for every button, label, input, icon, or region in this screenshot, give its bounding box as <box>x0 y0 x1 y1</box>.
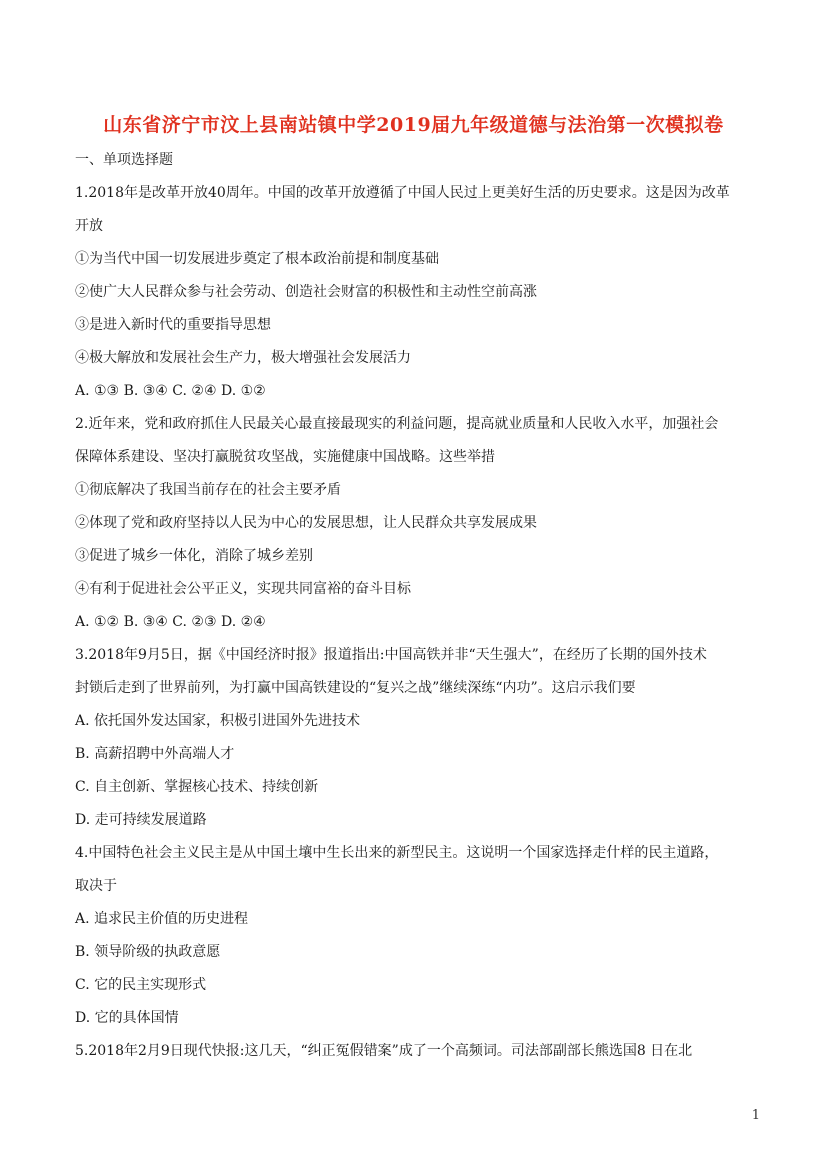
answer-options: A. ①③ B. ③④ C. ②④ D. ①② <box>75 383 266 399</box>
text-line: ③是进入新时代的重要指导思想 <box>75 317 271 333</box>
text-line: ①彻底解决了我国当前存在的社会主要矛盾 <box>75 482 341 498</box>
text-line: 开放 <box>75 218 103 234</box>
answer-option: A. 依托国外发达国家，积极引进国外先进技术 <box>75 713 361 729</box>
answer-option: B. 高薪招聘中外高端人才 <box>75 746 235 762</box>
page-number: 1 <box>751 1108 760 1123</box>
text-line: 5.2018年2月9日现代快报:这几天，“纠正冤假错案”成了一个高频词。司法部副部长熊选国8 日在北 <box>75 1043 693 1059</box>
answer-option: C. 它的民主实现形式 <box>75 977 207 993</box>
text-line: 保障体系建设、坚决打赢脱贫攻坚战，实施健康中国战略。这些举措 <box>75 449 495 465</box>
text-line: ①为当代中国一切发展进步奠定了根本政治前提和制度基础 <box>75 251 439 267</box>
answer-option: C. 自主创新、掌握核心技术、持续创新 <box>75 779 319 795</box>
text-line: ④有利于促进社会公平正义，实现共同富裕的奋斗目标 <box>75 581 411 597</box>
text-line: 2.近年来，党和政府抓住人民最关心最直接最现实的利益问题，提高就业质量和人民收入水平，加强社会 <box>75 416 719 432</box>
text-line: ④极大解放和发展社会生产力，极大增强社会发展活力 <box>75 350 411 366</box>
answer-option: D. 走可持续发展道路 <box>75 812 207 828</box>
answer-options: A. ①② B. ③④ C. ②③ D. ②④ <box>75 614 266 630</box>
answer-option: A. 追求民主价值的历史进程 <box>75 911 249 927</box>
text-line: ②使广大人民群众参与社会劳动、创造社会财富的积极性和主动性空前高涨 <box>75 284 537 300</box>
text-line: 4.中国特色社会主义民主是从中国土壤中生长出来的新型民主。这说明一个国家选择走什样的民主道路， <box>75 845 719 861</box>
text-line: 取决于 <box>75 878 117 894</box>
text-line: 3.2018年9月5日，据《中国经济时报》报道指出:中国高铁并非“天生强大”，在经历了长期的国外技术 <box>75 647 707 663</box>
text-line: 1.2018年是改革开放40周年。中国的改革开放遵循了中国人民过上更美好生活的历史要求。这是因为改革 <box>75 185 730 201</box>
text-line: 封锁后走到了世界前列，为打赢中国高铁建设的“复兴之战”继续深练“内功”。这启示我们要 <box>75 680 636 696</box>
text-line: ③促进了城乡一体化，消除了城乡差别 <box>75 548 313 564</box>
document-title: 山东省济宁市汶上县南站镇中学2019届九年级道德与法治第一次模拟卷 <box>103 114 724 136</box>
section-heading: 一、单项选择题 <box>75 152 173 168</box>
answer-option: B. 领导阶级的执政意愿 <box>75 944 221 960</box>
text-line: ②体现了党和政府坚持以人民为中心的发展思想，让人民群众共享发展成果 <box>75 515 537 531</box>
answer-option: D. 它的具体国情 <box>75 1010 179 1026</box>
